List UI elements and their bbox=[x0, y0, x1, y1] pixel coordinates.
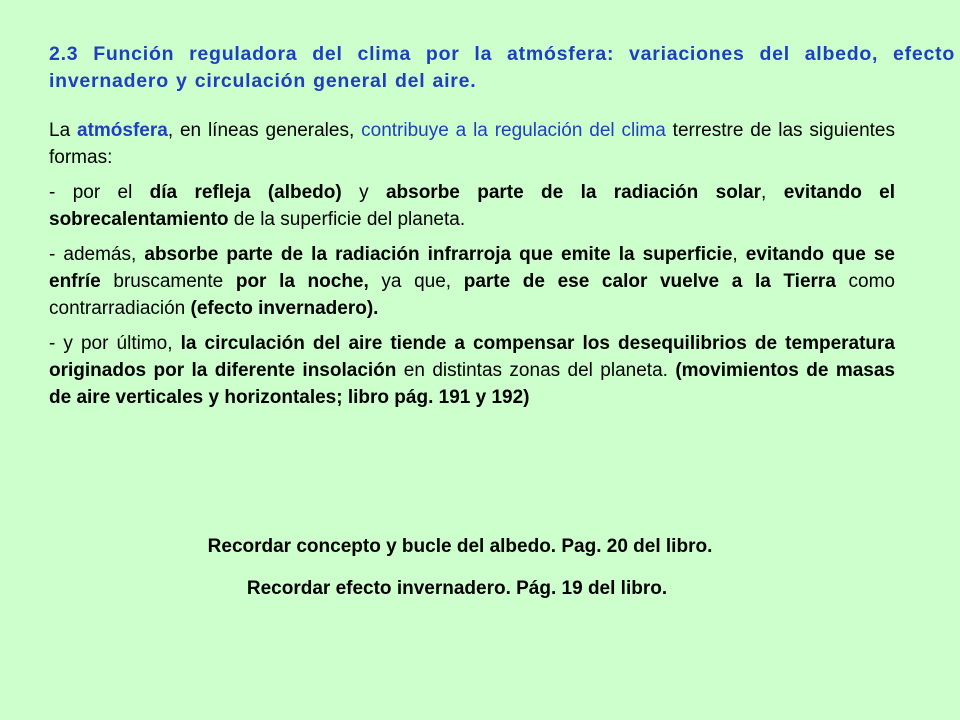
albedo-reminder: Recordar concepto y bucle del albedo. Pag. 20 del libro. bbox=[207, 536, 713, 557]
section-title: 2.3 Función reguladora del clima por la atmósfera: variaciones del albedo, efecto invernadero y circulación general del aire. bbox=[49, 43, 955, 92]
regulation-phrase: contribuye a la regulación del clima bbox=[361, 120, 666, 141]
body-text bbox=[49, 117, 895, 419]
atmosfera-term: atmósfera bbox=[77, 120, 168, 141]
greenhouse-reminder: Recordar efecto invernadero. Pág. 19 del libro. bbox=[246, 578, 668, 599]
intro-paragraph: La atmósfera, en líneas generales, contribuye a la regulación del clima terrestre de las siguientes formas: bbox=[49, 120, 895, 168]
bullet-greenhouse: - además, absorbe parte de la radiación infrarroja que emite la superficie, evitando que se enfríe bruscamente por la noche, ya que, parte de ese calor vuelve a la Tierra como contrarradiación (efecto invernadero). bbox=[49, 244, 895, 319]
bullet-albedo: - por el día refleja (albedo) y absorbe parte de la radiación solar, evitando el sobrecalentamiento de la superficie del planeta. bbox=[49, 182, 896, 230]
bullet-circulation: - y por último, la circulación del aire tiende a compensar los desequilibrios de temperatura originados por la diferente insolación en distintas zonas del planeta. (movimientos de masas de aire verticales y horizontales; libro pág. 191 y 192) bbox=[49, 333, 895, 408]
